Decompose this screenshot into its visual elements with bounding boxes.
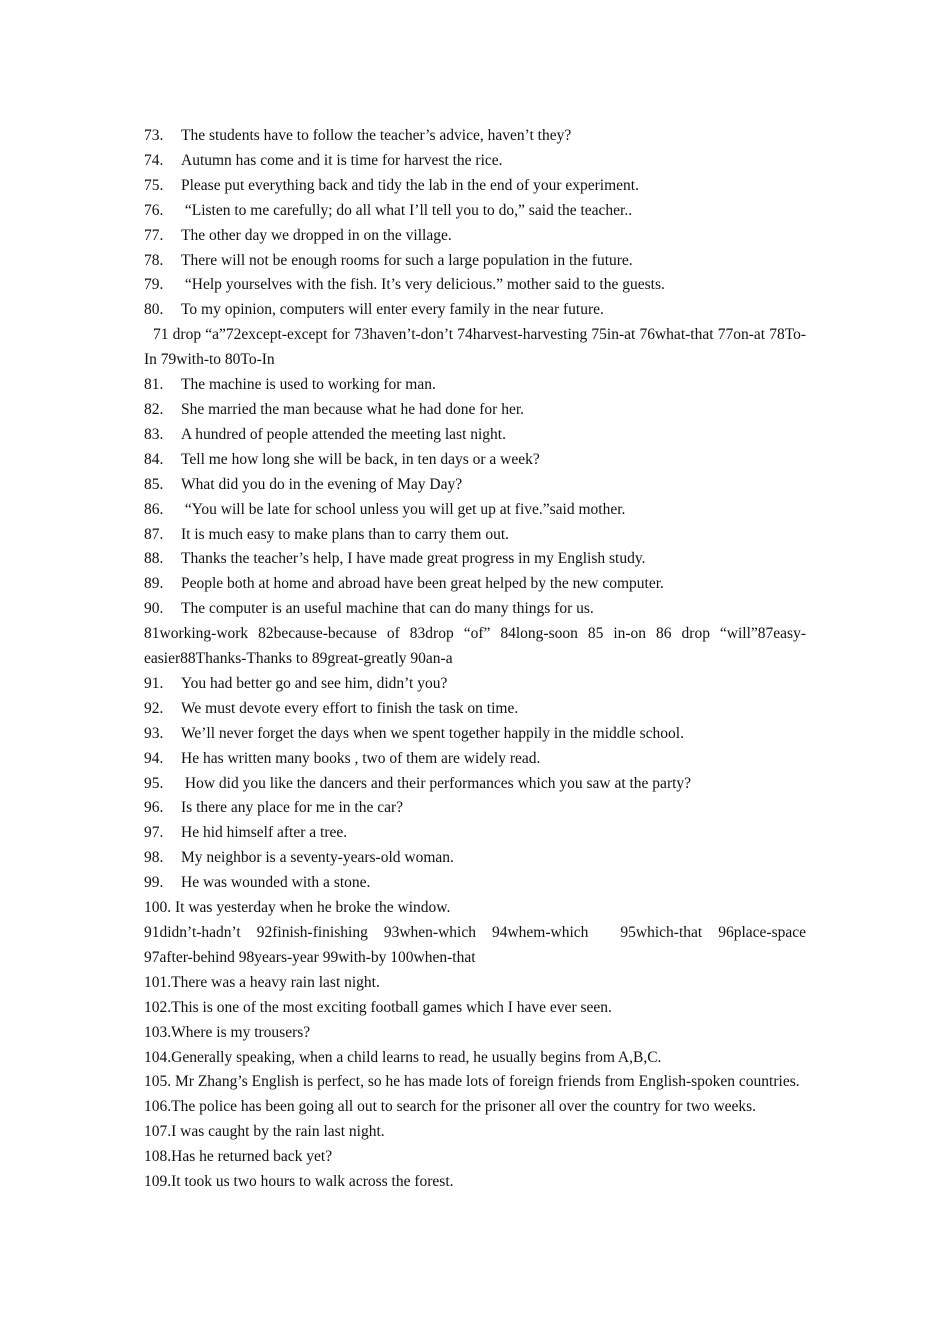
item-number: 97.: [144, 824, 164, 842]
item-number: 74.: [144, 151, 164, 169]
item-text: Please put everything back and tidy the lab in the end of your experiment.: [181, 176, 639, 194]
question-list-73-80: [144, 124, 806, 323]
list-item: [144, 373, 806, 398]
item-number: 83.: [144, 425, 164, 443]
list-item: [144, 224, 806, 249]
item-text: It is much easy to make plans than to carry them out.: [181, 525, 509, 543]
document-page: [144, 124, 810, 1195]
item-text: The machine is used to working for man.: [181, 376, 436, 394]
question-list-101-109: [144, 971, 806, 1195]
list-item: [144, 124, 806, 149]
list-item: [144, 722, 806, 747]
list-item: 103.Where is my trousers?: [144, 1023, 311, 1041]
item-text: How did you like the dancers and their performances which you saw at the party?: [181, 774, 692, 792]
item-number: 98.: [144, 849, 164, 867]
list-item: 108.Has he returned back yet?: [144, 1148, 333, 1166]
list-item: 106.The police has been going all out to search for the prisoner all over the country for two weeks.: [144, 1098, 757, 1116]
list-item: 102.This is one of the most exciting football games which I have ever seen.: [144, 998, 612, 1016]
list-item: [144, 298, 806, 323]
item-text: We must devote every effort to finish the task on time.: [181, 699, 519, 717]
item-text: My neighbor is a seventy-years-old woman.: [181, 849, 454, 867]
item-text: We’ll never forget the days when we spent together happily in the middle school.: [181, 724, 684, 742]
question-list-81-90: [144, 373, 806, 622]
item-number: 91.: [144, 674, 164, 692]
list-item: [144, 747, 806, 772]
list-item: [144, 174, 806, 199]
list-item: 100. It was yesterday when he broke the window.: [144, 899, 451, 917]
list-item: [144, 821, 806, 846]
item-number: 95.: [144, 774, 164, 792]
item-number: 87.: [144, 525, 164, 543]
item-text: Tell me how long she will be back, in ten days or a week?: [181, 450, 540, 468]
list-item: [144, 846, 806, 871]
item-text: He was wounded with a stone.: [181, 874, 371, 892]
answer-key-91-100: 91didn’t-hadn’t 92finish-finishing 93when-which 94whem-which 95which-that 96place-space 97after-behind 98years-year 99with-by 100when-that: [144, 924, 810, 966]
list-item: 107.I was caught by the rain last night.: [144, 1123, 385, 1141]
item-number: 76.: [144, 201, 164, 219]
list-item: [144, 572, 806, 597]
item-text: “Help yourselves with the fish. It’s very delicious.” mother said to the guests.: [181, 276, 665, 294]
item-number: 93.: [144, 724, 164, 742]
list-item: [144, 473, 806, 498]
list-item: [144, 498, 806, 523]
item-text: To my opinion, computers will enter every family in the near future.: [181, 301, 604, 319]
item-number: 73.: [144, 127, 164, 144]
item-number: 79.: [144, 276, 164, 294]
item-text: She married the man because what he had done for her.: [181, 400, 525, 418]
list-item: [144, 149, 806, 174]
list-item: 104.Generally speaking, when a child learns to read, he usually begins from A,B,C.: [144, 1048, 662, 1066]
question-list-91-100: [144, 672, 806, 921]
list-item: [144, 249, 806, 274]
item-number: 84.: [144, 450, 164, 468]
list-item: [144, 772, 806, 797]
item-text: A hundred of people attended the meeting last night.: [181, 425, 506, 443]
list-item: [144, 547, 806, 572]
item-text: There will not be enough rooms for such a large population in the future.: [181, 251, 633, 269]
item-text: You had better go and see him, didn’t you?: [181, 674, 448, 692]
item-number: 99.: [144, 874, 164, 892]
item-text: The students have to follow the teacher’s advice, haven’t they?: [181, 127, 572, 144]
item-text: The computer is an useful machine that can do many things for us.: [181, 600, 594, 618]
item-number: 94.: [144, 749, 164, 767]
item-text: “Listen to me carefully; do all what I’ll tell you to do,” said the teacher..: [181, 201, 633, 219]
list-item: [144, 398, 806, 423]
item-number: 82.: [144, 400, 164, 418]
list-item: [144, 273, 806, 298]
item-text: Thanks the teacher’s help, I have made great progress in my English study.: [181, 550, 646, 568]
list-item: [144, 697, 806, 722]
item-number: 77.: [144, 226, 164, 244]
item-number: 78.: [144, 251, 164, 269]
item-text: Is there any place for me in the car?: [181, 799, 404, 817]
item-text: He has written many books , two of them are widely read.: [181, 749, 541, 767]
item-number: 86.: [144, 500, 164, 518]
item-number: 89.: [144, 575, 164, 593]
answer-key-81-90: 81working-work 82because-because of 83drop “of” 84long-soon 85 in-on 86 drop “will”87easy-easier88Thanks-Thanks to 89great-greatly 90an-a: [144, 625, 806, 668]
answer-key-71-80: 71 drop “a”72except-except for 73haven’t-don’t 74harvest-harvesting 75in-at 76what-that 77on-at 78To-In 79with-to 80To-In: [144, 326, 806, 369]
list-item: [144, 448, 806, 473]
list-item: [144, 871, 806, 896]
item-number: 92.: [144, 699, 164, 717]
list-item: 101.There was a heavy rain last night.: [144, 973, 380, 991]
list-item: [144, 796, 806, 821]
item-number: 80.: [144, 301, 164, 319]
item-text: The other day we dropped in on the village.: [181, 226, 452, 244]
item-text: He hid himself after a tree.: [181, 824, 348, 842]
item-number: 81.: [144, 376, 164, 394]
list-item: [144, 199, 806, 224]
item-number: 85.: [144, 475, 164, 493]
item-text: What did you do in the evening of May Day?: [181, 475, 463, 493]
list-item: [144, 523, 806, 548]
list-item: 109.It took us two hours to walk across the forest.: [144, 1173, 454, 1191]
list-item: [144, 597, 806, 622]
list-item: [144, 423, 806, 448]
item-number: 88.: [144, 550, 164, 568]
item-number: 96.: [144, 799, 164, 817]
list-item: [144, 672, 806, 697]
item-text: People both at home and abroad have been great helped by the new computer.: [181, 575, 664, 593]
item-number: 75.: [144, 176, 164, 194]
item-text: “You will be late for school unless you will get up at five.”said mother.: [181, 500, 626, 518]
item-number: 90.: [144, 600, 164, 618]
list-item: 105. Mr Zhang’s English is perfect, so he has made lots of foreign friends from English-spoken countries.: [144, 1073, 800, 1091]
item-text: Autumn has come and it is time for harvest the rice.: [181, 151, 503, 169]
